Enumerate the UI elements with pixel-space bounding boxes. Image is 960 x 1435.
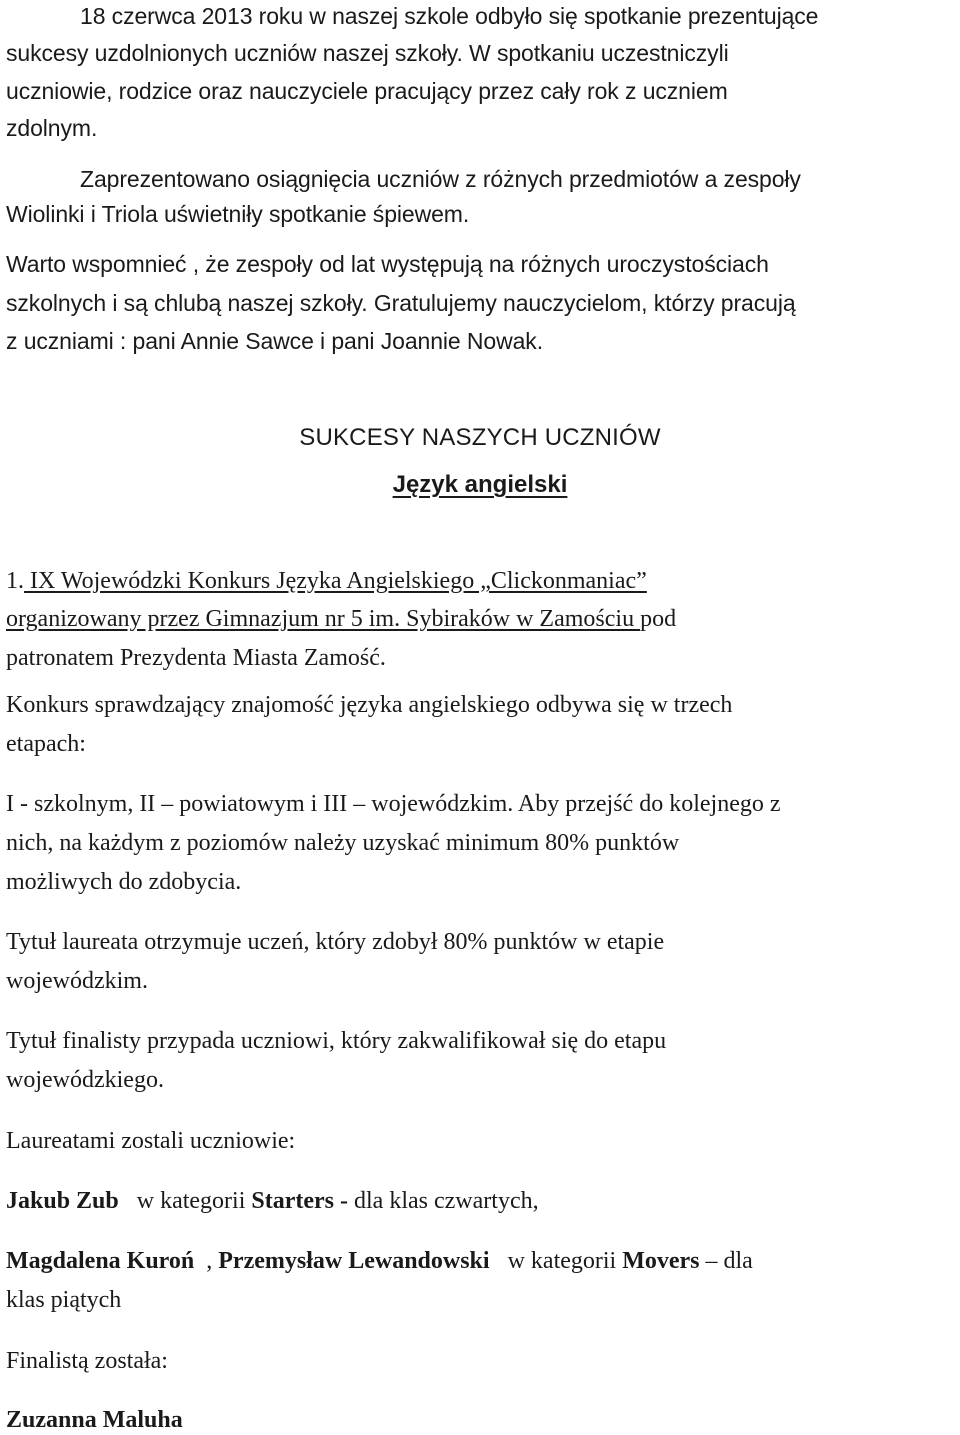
laureate-separator: , xyxy=(194,1248,219,1274)
contest-title-line xyxy=(6,604,676,634)
contest-title-line xyxy=(6,566,647,596)
contest-desc-line: Konkurs sprawdzający znajomość języka angielskiego odbywa się w trzech xyxy=(6,692,733,718)
intro-line: zdolnym. xyxy=(6,115,98,141)
laureate-name: Magdalena Kuroń xyxy=(6,1248,195,1274)
laureate-text: – dla xyxy=(699,1248,753,1274)
intro-line: z uczniami : pani Annie Sawce i pani Joannie Nowak. xyxy=(6,328,543,354)
contest-organizer: organizowany przez Gimnazjum nr 5 im. Sybiraków w Zamościu xyxy=(6,606,641,632)
contest-number: 1. xyxy=(6,568,24,594)
finalist-rule-line: Tytuł finalisty przypada uczniowi, który zakwalifikował się do etapu xyxy=(6,1028,667,1054)
intro-line: 18 czerwca 2013 roku w naszej szkole odbyło się spotkanie prezentujące xyxy=(80,3,819,29)
finalist-name: Zuzanna Maluha xyxy=(6,1407,183,1433)
contest-stages-line: nich, na każdym z poziomów należy uzyskać minimum 80% punktów xyxy=(6,830,680,856)
laureate-text: w kategorii xyxy=(118,1188,252,1214)
laureate-entry xyxy=(6,1246,753,1276)
intro-line: Warto wspomnieć , że zespoły od lat występują na różnych uroczystościach xyxy=(6,251,769,277)
contest-title: IX Wojewódzki Konkurs Języka Angielskiego „Clickonmaniac” xyxy=(24,568,647,594)
contest-stages-line: I - szkolnym, II – powiatowym i III – wojewódzkim. Aby przejść do kolejnego z xyxy=(6,791,781,817)
subject-heading: Język angielski xyxy=(392,471,568,498)
contest-patronage: patronatem Prezydenta Miasta Zamość. xyxy=(6,645,386,671)
contest-stages-line: możliwych do zdobycia. xyxy=(6,869,242,895)
laureate-category: Starters - xyxy=(251,1188,349,1214)
laureate-name: Jakub Zub xyxy=(6,1188,119,1214)
laureate-text: w kategorii xyxy=(489,1248,623,1274)
laureate-rule-line: Tytuł laureata otrzymuje uczeń, który zdobył 80% punktów w etapie xyxy=(6,929,665,955)
laureate-category: Movers xyxy=(622,1248,700,1274)
section-heading: SUKCESY NASZYCH UCZNIÓW xyxy=(299,424,661,451)
contest-organizer-rest: pod xyxy=(640,606,677,632)
laureate-name: Przemysław Lewandowski xyxy=(218,1248,490,1274)
laureates-intro: Laureatami zostali uczniowie: xyxy=(6,1128,296,1154)
laureate-text: dla klas czwartych, xyxy=(348,1188,539,1214)
intro-line: szkolnych i są chlubą naszej szkoły. Gratulujemy nauczycielom, którzy pracują xyxy=(6,290,796,316)
finalist-intro: Finalistą została: xyxy=(6,1348,168,1374)
contest-desc-line: etapach: xyxy=(6,731,86,757)
intro-line: Wiolinki i Triola uświetniły spotkanie śpiewem. xyxy=(6,201,470,227)
laureate-rule-line: wojewódzkim. xyxy=(6,968,148,994)
intro-line: uczniowie, rodzice oraz nauczyciele pracujący przez cały rok z uczniem xyxy=(6,78,728,104)
laureate-entry xyxy=(6,1186,539,1216)
intro-line: Zaprezentowano osiągnięcia uczniów z różnych przedmiotów a zespoły xyxy=(80,166,801,192)
finalist-rule-line: wojewódzkiego. xyxy=(6,1067,164,1093)
laureate-entry-continued: klas piątych xyxy=(6,1287,122,1313)
intro-line: sukcesy uzdolnionych uczniów naszej szkoły. W spotkaniu uczestniczyli xyxy=(6,40,729,66)
